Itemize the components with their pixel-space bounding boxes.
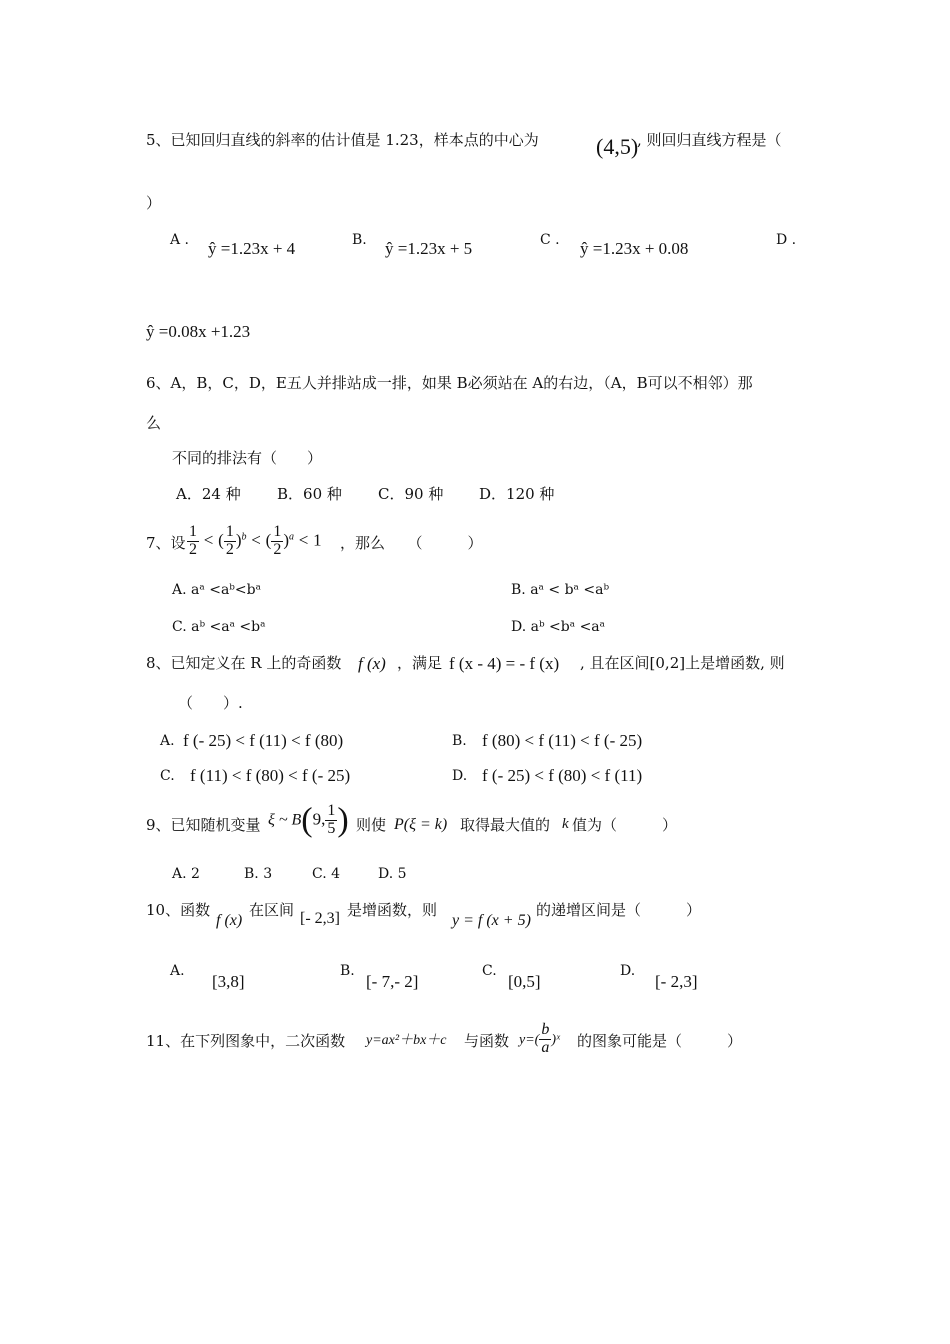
q8-option-d: f (- 25) < f (80) < f (11) <box>482 766 643 785</box>
q11-stem-c: 的图象可能是（ ） <box>577 1032 743 1050</box>
q7-option-d: D. aᵇ <bᵃ <aᵃ <box>511 619 606 635</box>
q5-option-b: ŷ =1.23x + 5 <box>385 239 473 258</box>
q8-option-b-label: B. <box>452 733 467 749</box>
q10-stem-d: 的递增区间是（ ） <box>536 901 702 919</box>
q9-stem-c: 取得最大值的 <box>460 816 551 834</box>
q10-option-d-label: D. <box>620 963 636 979</box>
q7-option-c: C. aᵇ <aᵃ <bᵃ <box>172 619 266 635</box>
q7-label: 7、设 <box>146 534 186 552</box>
q7-inequality: $\frac{1}{2}$ < ( $\frac{1}{2}$ )$^b$ < ( $\frac{1}{2}$ )$^a$ < 1 <box>189 523 322 558</box>
q6-option-b: B．60 种 <box>277 485 342 503</box>
q11-stem-b: 与函数 <box>464 1032 510 1050</box>
q7-fraction-1: $\frac{1}{2}$ <box>189 523 197 558</box>
q5-option-d-label: D . <box>776 232 797 248</box>
q9-stem-a: 9、已知随机变量 <box>146 816 261 834</box>
q8-option-d-label: D. <box>452 768 468 784</box>
q8-stem-c: , 且在区间[0,2]上是增函数, 则 <box>580 654 785 672</box>
q10-interval: [- 2,3] <box>300 910 340 927</box>
q9-stem-d: 值为（ ） <box>572 816 678 834</box>
q10-stem-a: 10、函数 <box>146 901 211 919</box>
q5-option-c-label: C . <box>540 232 560 248</box>
q6-option-a: A．24 种 <box>176 485 241 503</box>
q10-fx: f (x) <box>216 912 243 929</box>
q6-stem-wrap: 么 <box>146 414 162 432</box>
q5-option-c: ŷ =1.23x + 0.08 <box>580 239 689 258</box>
q9-distribution: ξ ~ B(9, $\frac{1}{5}$ ) <box>268 801 349 839</box>
q5-paren-close: ） <box>146 194 162 212</box>
q5-stem: 5、已知回归直线的斜率的估计值是 1.23，样本点的中心为 <box>146 131 539 149</box>
q9-option-a: A. 2 <box>172 866 200 882</box>
q11-stem-a: 11、在下列图象中，二次函数 <box>146 1032 346 1050</box>
q10-stem-c: 是增函数，则 <box>347 901 438 919</box>
q8-paren: （ ）. <box>178 694 243 712</box>
q6-stem: 6、A，B，C，D，E五人并排站成一排，如果 B必须站在 A的右边，（A，B可以不相邻）那 <box>146 374 753 392</box>
q8-option-b: f (80) < f (11) < f (- 25) <box>482 731 643 750</box>
q8-stem-a: 8、已知定义在 R 上的奇函数 <box>146 654 342 672</box>
q6-option-d: D．120 种 <box>479 485 555 503</box>
q7-tail: ，那么 （ ） <box>340 534 483 552</box>
q5-option-a: ŷ =1.23x + 4 <box>208 239 296 258</box>
q9-k: k <box>562 816 569 832</box>
q5-option-d: ŷ =0.08x +1.23 <box>146 322 251 341</box>
q9-option-d: D. 5 <box>378 866 407 882</box>
q8-option-a: f (- 25) < f (11) < f (80) <box>183 731 344 750</box>
q11-exponential: y=( $\frac{b}{a}$ )ˣ <box>519 1021 560 1056</box>
q10-option-a: [3,8] <box>212 972 245 991</box>
q10-option-c-label: C. <box>482 963 497 979</box>
q8-fx: f (x) <box>358 654 386 673</box>
q5-option-b-label: B. <box>352 232 367 248</box>
q6-stem-2: 不同的排法有（ ） <box>172 449 323 467</box>
q10-option-a-label: A. <box>170 963 185 979</box>
q7-option-b: B. aᵃ < bᵃ <aᵇ <box>511 582 610 598</box>
q11-quadratic: y=ax²＋bx＋c <box>366 1033 447 1048</box>
q8-option-c-label: C. <box>160 768 175 784</box>
q8-condition: f (x - 4) = - f (x) <box>449 654 560 673</box>
q5-center-point: (4,5) <box>596 134 639 159</box>
q10-option-d: [- 2,3] <box>655 972 698 991</box>
q10-function: y = f (x + 5) <box>452 912 531 929</box>
q9-option-c: C. 4 <box>312 866 341 882</box>
q8-option-c: f (11) < f (80) < f (- 25) <box>190 766 351 785</box>
q5-stem-tail: , 则回归直线方程是（ <box>637 131 782 149</box>
q10-stem-b: 在区间 <box>249 901 295 919</box>
q10-option-b-label: B. <box>340 963 355 979</box>
q8-stem-b: ，满足 <box>397 654 443 672</box>
q5-option-a-label: A . <box>170 232 190 248</box>
q10-option-b: [- 7,- 2] <box>366 972 419 991</box>
q6-option-c: C．90 种 <box>378 485 444 503</box>
q8-option-a-label: A. <box>160 733 175 749</box>
q9-option-b: B. 3 <box>244 866 273 882</box>
q9-probability: P(ξ = k) <box>394 816 448 833</box>
q7-option-a: A. aᵃ <aᵇ<bᵃ <box>172 582 261 598</box>
q9-stem-b: 则使 <box>356 816 387 834</box>
q10-option-c: [0,5] <box>508 972 541 991</box>
